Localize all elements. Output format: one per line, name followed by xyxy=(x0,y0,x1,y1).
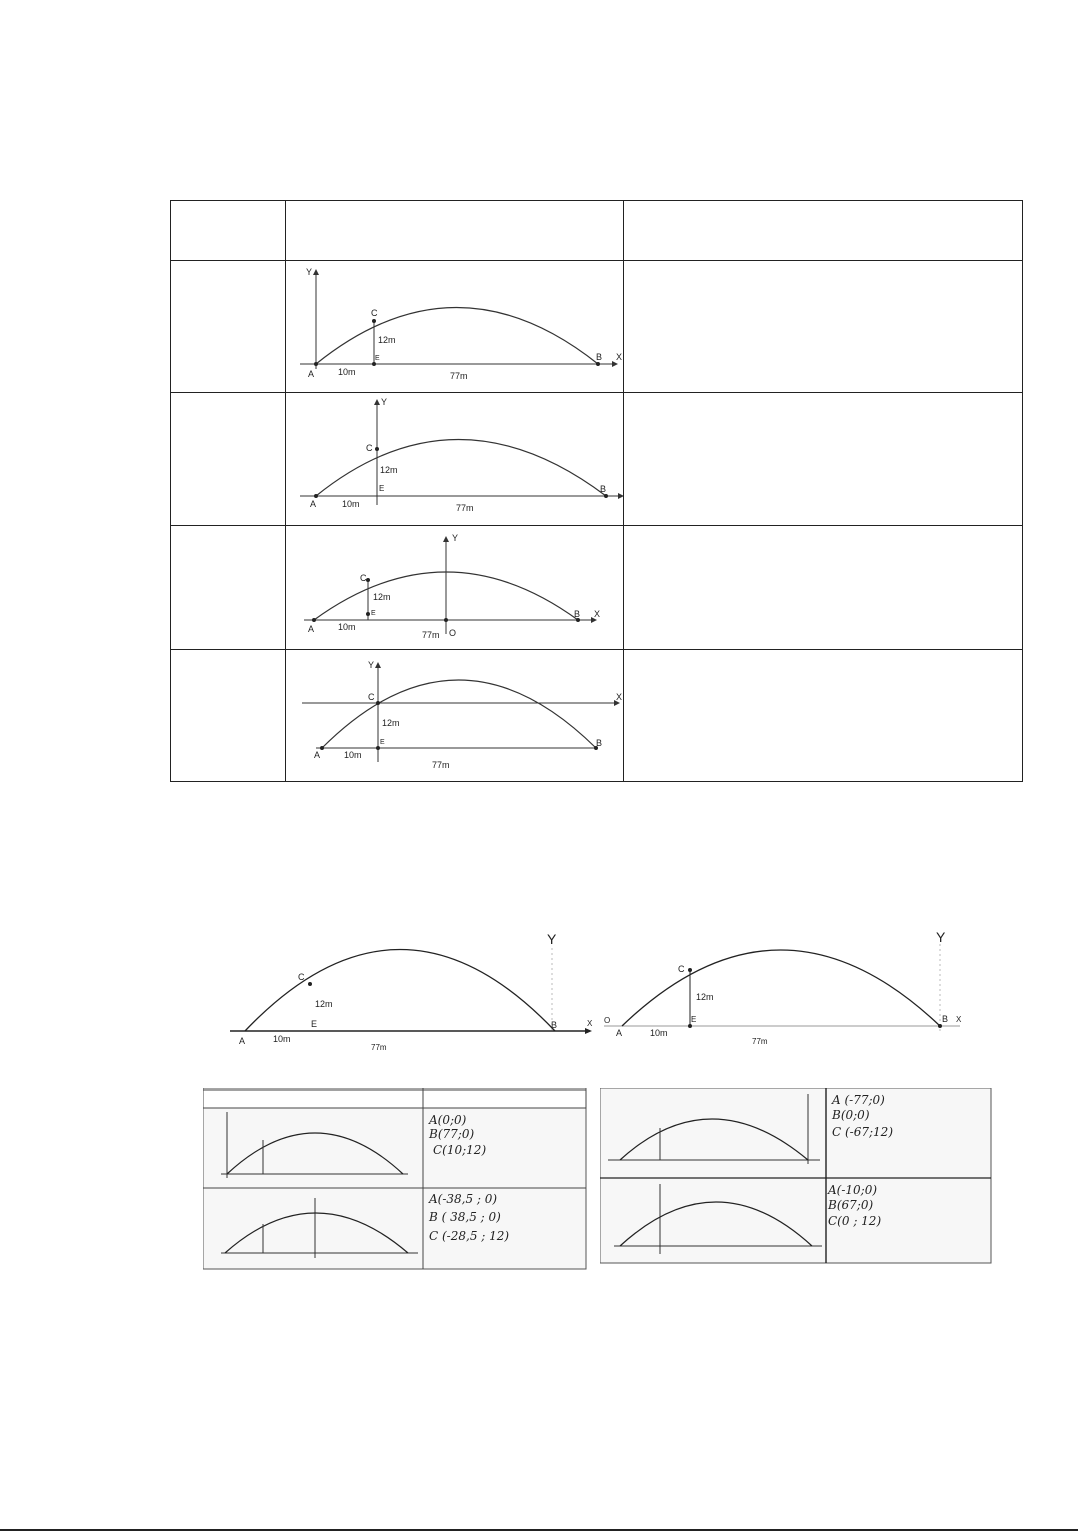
base-total-label: 77m xyxy=(456,503,474,513)
x-axis-label: X xyxy=(587,1019,593,1028)
point-b-label: B xyxy=(596,352,603,362)
page-bottom-rule xyxy=(0,1529,1078,1531)
height-label: 12m xyxy=(315,999,333,1009)
base-total-label: 77m xyxy=(450,371,468,381)
point-b-label: B xyxy=(551,1020,558,1030)
point-a-label: A xyxy=(616,1028,623,1038)
y-mark: Y xyxy=(547,931,557,947)
y-axis-label: Y xyxy=(306,267,313,277)
student-worksheet-left xyxy=(203,1088,587,1270)
point-c-label: C xyxy=(678,964,685,974)
coord-b-2: B(67;0) xyxy=(828,1198,874,1212)
point-b-label: B xyxy=(574,609,581,619)
point-e-label: E xyxy=(380,739,385,746)
coordinate-systems-table xyxy=(170,200,1023,782)
height-label: 12m xyxy=(382,718,400,728)
point-c-label: C xyxy=(371,308,378,318)
base-left-label: 10m xyxy=(273,1034,291,1044)
parabola-diagram-origin-a xyxy=(286,261,623,387)
point-c-label: C xyxy=(366,443,373,453)
point-b-label: B xyxy=(942,1014,949,1024)
diagram-cell xyxy=(286,526,624,650)
coord-a-2: A(-10;0) xyxy=(828,1183,878,1197)
point-e-label: E xyxy=(311,1019,318,1029)
coord-b-1: B(0;0) xyxy=(832,1108,870,1122)
base-total-label: 77m xyxy=(432,760,450,770)
parabola-diagram-origin-e xyxy=(286,393,623,520)
coord-c-1: C(10;12) xyxy=(433,1143,487,1157)
diagram-cell xyxy=(286,650,624,782)
table-row xyxy=(171,261,1023,393)
row-number-cell xyxy=(171,650,286,782)
point-c-label: C xyxy=(368,692,375,702)
table-row xyxy=(171,526,1023,650)
table-row xyxy=(171,650,1023,782)
point-a-label: A xyxy=(308,624,315,634)
height-label: 12m xyxy=(373,592,391,602)
coord-b-2: B ( 38,5 ; 0) xyxy=(429,1210,501,1224)
coord-c-2: C(0 ; 12) xyxy=(828,1214,882,1228)
table-header-row xyxy=(171,201,1023,261)
point-o-label: O xyxy=(449,628,457,638)
origin-label: O xyxy=(604,1016,611,1025)
student-sketch-right xyxy=(600,924,970,1054)
diagram-cell xyxy=(286,261,624,393)
x-axis-label: X xyxy=(616,692,623,702)
point-e-label: E xyxy=(379,484,385,493)
point-c-label: C xyxy=(298,972,305,982)
header-cell-3 xyxy=(624,201,1023,261)
point-a-label: A xyxy=(239,1036,246,1046)
coord-a-1: A(0;0) xyxy=(429,1113,467,1127)
base-total-label: 77m xyxy=(371,1043,387,1052)
y-axis-label: Y xyxy=(381,397,388,407)
parabola-diagram-origin-o xyxy=(286,526,623,644)
row-number-cell xyxy=(171,261,286,393)
y-axis-label: Y xyxy=(452,533,459,543)
base-left-label: 10m xyxy=(338,622,356,632)
base-total-label: 77m xyxy=(752,1037,768,1046)
point-b-label: B xyxy=(600,484,607,494)
point-a-label: A xyxy=(314,750,321,760)
x-axis-label: X xyxy=(616,352,623,362)
y-mark: Y xyxy=(936,929,946,945)
height-label: 12m xyxy=(380,465,398,475)
answer-cell xyxy=(624,261,1023,393)
base-left-label: 10m xyxy=(650,1028,668,1038)
row-number-cell xyxy=(171,393,286,526)
point-e-label: E xyxy=(691,1015,697,1024)
diagram-cell xyxy=(286,393,624,526)
point-b-label: B xyxy=(596,738,603,748)
coord-b-1: B(77;0) xyxy=(429,1127,475,1141)
parabola-diagram-origin-c xyxy=(286,650,623,776)
header-cell-1 xyxy=(171,201,286,261)
row-number-cell xyxy=(171,526,286,650)
answer-cell xyxy=(624,650,1023,782)
answer-cell xyxy=(624,526,1023,650)
answer-cell xyxy=(624,393,1023,526)
point-a-label: A xyxy=(308,369,315,379)
coord-a-1: A (-77;0) xyxy=(832,1093,885,1107)
student-worksheet-right xyxy=(600,1088,992,1264)
height-label: 12m xyxy=(696,992,714,1002)
x-axis-label: X xyxy=(956,1015,962,1024)
base-left-label: 10m xyxy=(338,367,356,377)
point-e-label: E xyxy=(375,355,380,362)
student-sketch-left xyxy=(225,928,605,1058)
point-c-label: C xyxy=(360,573,367,583)
base-total-label: 77m xyxy=(422,630,440,640)
coord-c-2: C (-28,5 ; 12) xyxy=(429,1229,510,1243)
point-a-label: A xyxy=(310,499,317,509)
base-left-label: 10m xyxy=(344,750,362,760)
y-axis-label: Y xyxy=(368,660,375,670)
height-label: 12m xyxy=(378,335,396,345)
coord-c-1: C (-67;12) xyxy=(832,1125,893,1139)
coord-a-2: A(-38,5 ; 0) xyxy=(429,1192,498,1206)
table-row xyxy=(171,393,1023,526)
header-cell-2 xyxy=(286,201,624,261)
x-axis-label: X xyxy=(594,609,601,619)
base-left-label: 10m xyxy=(342,499,360,509)
point-e-label: E xyxy=(371,610,376,617)
